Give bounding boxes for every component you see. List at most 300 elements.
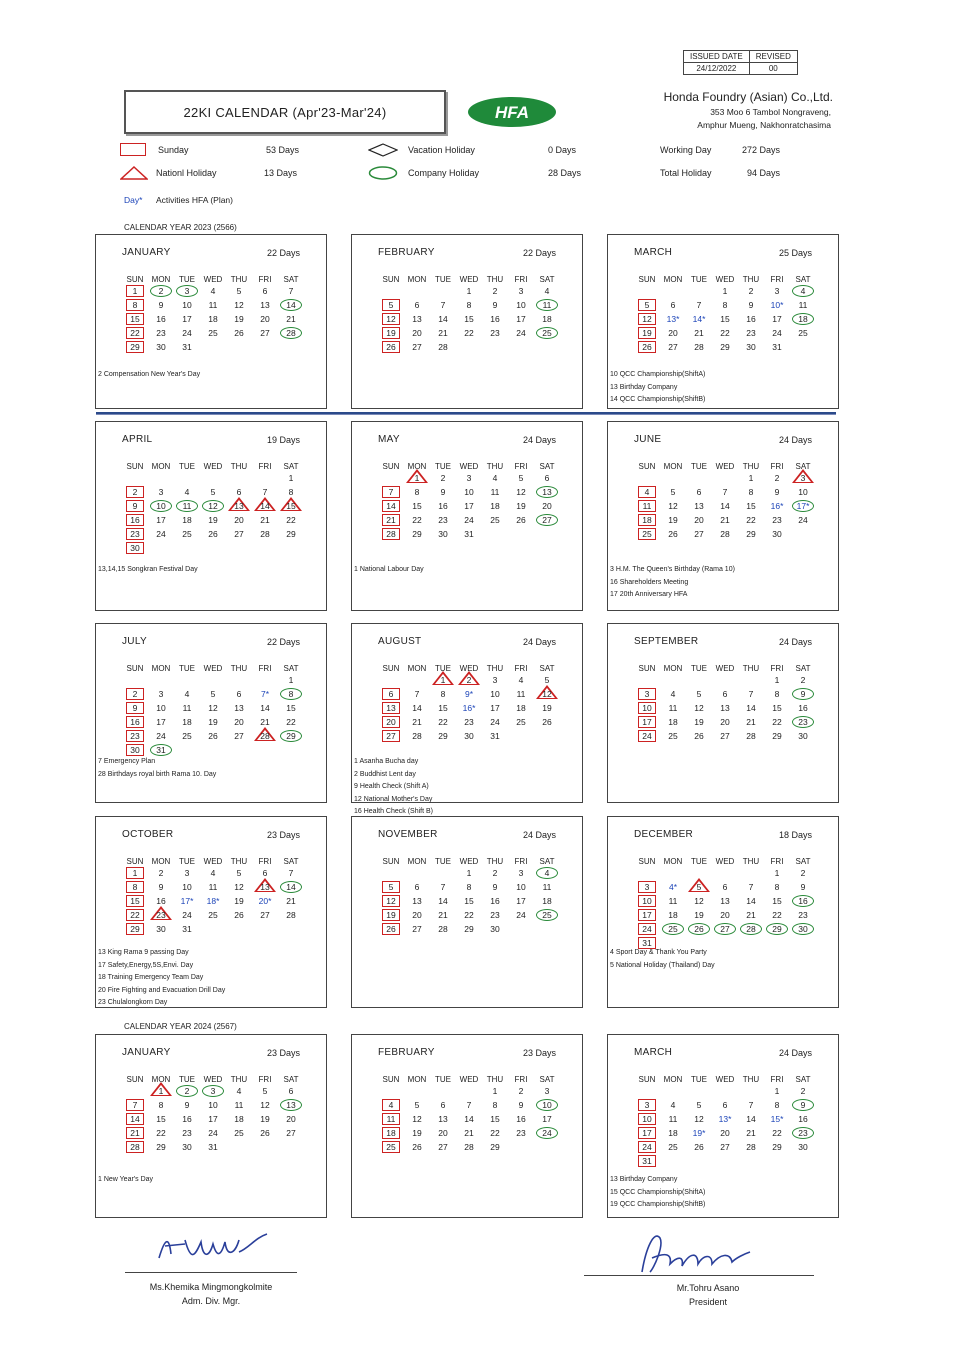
month-working-days: 24 Days: [778, 637, 812, 647]
day-cell: [456, 1084, 482, 1098]
week-row: [378, 880, 560, 894]
day-cell: 20: [694, 515, 704, 525]
month-name: AUGUST: [378, 636, 422, 647]
day-cell: 3: [518, 868, 524, 878]
day-cell: 11: [208, 882, 218, 892]
week-row: [634, 922, 816, 936]
day-cell: [660, 284, 686, 298]
day-cell: 30: [122, 743, 148, 757]
day-cell: 24: [156, 529, 166, 539]
day-cell: 11: [668, 1114, 678, 1124]
day-cell: 8: [158, 1100, 164, 1110]
day-cell: 6: [440, 1100, 446, 1110]
day-cell: 5: [696, 689, 702, 699]
day-cell: 26: [234, 328, 244, 338]
day-cell: [200, 673, 226, 687]
revised-value: 00: [749, 63, 797, 75]
holiday-note: 1 Asanha Bucha day: [354, 758, 419, 765]
day-cell: 3: [466, 473, 472, 483]
month-name: JULY: [122, 636, 147, 647]
week-row: [122, 743, 304, 757]
weekday-label: SUN: [382, 857, 400, 866]
day-cell: 29: [286, 529, 296, 539]
right-signature-line: [584, 1275, 814, 1276]
day-cell: 11: [234, 1100, 244, 1110]
holiday-note: 18 Training Emergency Team Day: [98, 974, 204, 981]
day-cell: 17: [516, 314, 526, 324]
day-cell: [686, 1084, 712, 1098]
day-cell: [712, 866, 738, 880]
day-cell: 23: [438, 515, 448, 525]
day-cell: 6: [670, 300, 676, 310]
week-row: [378, 1126, 560, 1140]
day-cell: 22: [490, 1128, 500, 1138]
day-cell: 1: [748, 473, 754, 483]
weekday-label: THU: [486, 1075, 504, 1084]
day-cell: 27: [286, 1128, 296, 1138]
day-cell: 16*: [770, 501, 784, 511]
day-cell: 22: [156, 1128, 166, 1138]
day-cell: 6: [722, 689, 728, 699]
weekday-label: SUN: [382, 664, 400, 673]
day-cell: [660, 471, 686, 485]
month-box: [95, 234, 327, 409]
day-cell: 31: [772, 342, 782, 352]
day-cell: 15*: [770, 1114, 784, 1124]
company-address-2: Amphur Mueng, Nakhonratchasima: [697, 120, 831, 130]
day-cell: 29: [122, 922, 148, 936]
week-row: [122, 866, 304, 880]
day-cell: 23: [122, 729, 148, 743]
day-cell: [200, 471, 226, 485]
week-row: [378, 326, 560, 340]
weekday-label: MON: [663, 1075, 683, 1084]
day-cell: 8: [748, 487, 754, 497]
day-cell: 25: [660, 922, 686, 936]
day-cell: 3: [774, 286, 780, 296]
week-row: [634, 1154, 816, 1168]
day-cell: 15: [720, 314, 730, 324]
week-row: [634, 908, 816, 922]
day-cell: 12: [234, 882, 244, 892]
day-cell: 25: [490, 515, 500, 525]
day-cell: 10*: [770, 300, 784, 310]
weekday-label: FRI: [258, 1075, 272, 1084]
day-cell: 26: [668, 529, 678, 539]
day-cell: 1: [492, 1086, 498, 1096]
day-cell: 26: [516, 515, 526, 525]
day-cell: 13: [720, 703, 730, 713]
day-cell: 8: [288, 487, 294, 497]
day-cell: [790, 527, 816, 541]
day-cell: [378, 471, 404, 485]
day-cell: 2: [518, 1086, 524, 1096]
day-cell: [430, 1084, 456, 1098]
month-notes: [610, 369, 705, 407]
legend-total: [660, 168, 780, 178]
weekday-label: THU: [486, 857, 504, 866]
day-cell: 16: [490, 314, 500, 324]
day-cell: 21: [378, 513, 404, 527]
day-cell: 29: [278, 729, 304, 743]
day-cell: 4: [210, 286, 216, 296]
day-cell: [712, 673, 738, 687]
day-cell: 18: [790, 312, 816, 326]
legend-working-days: 272 Days: [742, 145, 781, 155]
day-cell: 24: [634, 1140, 660, 1154]
day-cell: 28: [260, 529, 270, 539]
weekday-label: FRI: [770, 275, 784, 284]
day-cell: [634, 866, 660, 880]
holiday-note: 15 QCC Championship(ShiftA): [610, 1188, 706, 1196]
weekday-label: TUE: [691, 462, 707, 471]
weekday-label: SAT: [539, 857, 555, 866]
day-cell: 6: [722, 882, 728, 892]
day-cell: 27: [668, 342, 678, 352]
day-cell: 1: [404, 471, 430, 485]
day-cell: 9: [492, 882, 498, 892]
month-notes: [354, 756, 433, 819]
day-cell: 7: [288, 286, 294, 296]
day-cell: [148, 541, 174, 555]
day-cell: 5: [414, 1100, 420, 1110]
day-cell: 6: [236, 689, 242, 699]
holiday-note: 1 National Labour Day: [354, 566, 424, 573]
logo-text: HFA: [495, 103, 529, 122]
day-cell: [660, 673, 686, 687]
weekday-label: TUE: [179, 664, 195, 673]
day-cell: 27: [234, 529, 244, 539]
week-row: [122, 880, 304, 894]
week-row: [378, 471, 560, 485]
day-cell: [660, 1084, 686, 1098]
day-cell: [482, 527, 508, 541]
month-working-days: 22 Days: [266, 248, 300, 258]
day-cell: 21: [438, 910, 448, 920]
day-cell: 24: [490, 717, 500, 727]
day-cell: [226, 673, 252, 687]
day-cell: 7: [440, 300, 446, 310]
day-cell: 26: [234, 910, 244, 920]
month-notes: [610, 564, 735, 602]
day-cell: 25: [378, 1140, 404, 1154]
day-cell: 7: [122, 1098, 148, 1112]
day-cell: 27: [720, 1142, 730, 1152]
day-cell: 30: [156, 342, 166, 352]
weekday-label: MON: [407, 1075, 427, 1084]
legend-sunday: [120, 143, 299, 156]
day-cell: 6: [378, 687, 404, 701]
day-cell: [226, 922, 252, 936]
issue-box: [683, 50, 798, 75]
weekday-label: SUN: [126, 462, 144, 471]
day-cell: 31: [464, 529, 474, 539]
day-cell: [712, 471, 738, 485]
day-cell: 11: [534, 298, 560, 312]
day-cell: 14: [746, 703, 756, 713]
day-cell: 29: [772, 731, 782, 741]
holiday-note: 17 Safety,Energy,5S,Envi. Day: [98, 961, 194, 969]
day-cell: 19: [694, 717, 704, 727]
day-cell: 30: [156, 924, 166, 934]
day-cell: 20: [720, 717, 730, 727]
day-cell: 5: [210, 689, 216, 699]
day-cell: 25: [634, 527, 660, 541]
day-cell: [378, 1084, 404, 1098]
month-box: [607, 623, 839, 803]
day-cell: 9: [122, 701, 148, 715]
left-signature-line: [125, 1272, 297, 1273]
weekday-label: WED: [203, 275, 223, 284]
day-cell: 5: [378, 880, 404, 894]
weekday-label: THU: [230, 857, 248, 866]
day-cell: 20: [668, 328, 678, 338]
day-cell: [278, 541, 304, 555]
day-cell: 4: [184, 689, 190, 699]
day-cell: 10: [182, 882, 192, 892]
day-cell: [252, 340, 278, 354]
month-grid: [634, 857, 816, 950]
day-cell: 18: [182, 515, 192, 525]
day-cell: 30: [746, 342, 756, 352]
week-row: [122, 687, 304, 701]
day-cell: [508, 340, 534, 354]
day-cell: 21: [286, 896, 296, 906]
day-cell: 24: [516, 328, 526, 338]
day-cell: [226, 471, 252, 485]
day-cell: 17: [490, 703, 500, 713]
day-cell: 12: [694, 896, 704, 906]
day-cell: 24: [516, 910, 526, 920]
week-row: [378, 894, 560, 908]
weekday-label: TUE: [435, 1075, 451, 1084]
day-cell: 28: [122, 1140, 148, 1154]
legend-national: [120, 166, 297, 180]
month-grid: [634, 462, 816, 541]
day-cell: 14: [438, 896, 448, 906]
week-row: [634, 729, 816, 743]
week-row: [122, 922, 304, 936]
day-cell: 22: [122, 908, 148, 922]
day-cell: 17*: [180, 896, 194, 906]
day-cell: 19: [634, 326, 660, 340]
weekday-label: MON: [407, 462, 427, 471]
day-cell: [174, 673, 200, 687]
legend-working-label: Working Day: [660, 145, 712, 155]
day-cell: 28: [378, 527, 404, 541]
day-cell: 26: [208, 529, 218, 539]
weekday-label: TUE: [691, 275, 707, 284]
week-row: [378, 298, 560, 312]
day-cell: 19: [234, 314, 244, 324]
revised-label: REVISED: [749, 51, 797, 63]
day-cell: 20: [378, 715, 404, 729]
month-name: FEBRUARY: [378, 247, 435, 258]
holiday-note: 13,14,15 Songkran Festival Day: [98, 566, 198, 573]
day-cell: 1: [148, 1084, 174, 1098]
week-row: [634, 1098, 816, 1112]
month-working-days: 23 Days: [522, 1048, 556, 1058]
day-cell: [200, 340, 226, 354]
weekday-label: TUE: [435, 275, 451, 284]
day-cell: 3: [518, 286, 524, 296]
legend-total-label: Total Holiday: [660, 168, 712, 178]
day-cell: 31: [208, 1142, 218, 1152]
issue-date-value: 24/12/2022: [684, 63, 750, 75]
day-cell: 15: [278, 499, 304, 513]
day-cell: 26: [378, 340, 404, 354]
day-cell: 13: [438, 1114, 448, 1124]
week-row: [634, 471, 816, 485]
day-cell: 14: [278, 880, 304, 894]
weekday-label: TUE: [691, 664, 707, 673]
day-cell: 22: [772, 717, 782, 727]
day-cell: 21: [720, 515, 730, 525]
month-box: [351, 421, 583, 611]
weekday-label: TUE: [179, 275, 195, 284]
day-cell: 18: [634, 513, 660, 527]
day-cell: 28: [738, 922, 764, 936]
legend-company-label: Company Holiday: [408, 168, 480, 178]
day-cell: 24: [208, 1128, 218, 1138]
day-cell: 12: [694, 1114, 704, 1124]
day-cell: 22: [746, 515, 756, 525]
left-signature-icon: [155, 1228, 275, 1268]
week-row: [378, 673, 560, 687]
day-cell: 20: [438, 1128, 448, 1138]
weekday-label: MON: [663, 462, 683, 471]
day-cell: 16: [798, 703, 808, 713]
day-cell: 8: [774, 689, 780, 699]
day-cell: 8: [774, 882, 780, 892]
day-cell: [686, 673, 712, 687]
day-cell: 17: [516, 896, 526, 906]
left-signer-title: Adm. Div. Mgr.: [181, 1296, 241, 1306]
weekday-label: THU: [486, 275, 504, 284]
week-row: [378, 340, 560, 354]
month-working-days: 24 Days: [522, 830, 556, 840]
day-cell: 4: [670, 689, 676, 699]
day-cell: 26: [634, 340, 660, 354]
day-cell: [252, 922, 278, 936]
weekday-label: WED: [203, 462, 223, 471]
day-cell: 24: [182, 328, 192, 338]
day-cell: [174, 541, 200, 555]
weekday-label: SAT: [795, 1075, 811, 1084]
day-cell: 25: [208, 328, 218, 338]
legend-activity: [124, 195, 233, 205]
day-cell: 27: [412, 924, 422, 934]
month-grid: [122, 664, 304, 757]
day-cell: 19: [516, 501, 526, 511]
day-cell: 13: [534, 485, 560, 499]
month-notes: [98, 1174, 153, 1187]
day-cell: 2: [122, 485, 148, 499]
day-cell: 1: [774, 1086, 780, 1096]
month-name: MARCH: [634, 1047, 673, 1058]
legend-national-days: 13 Days: [264, 168, 298, 178]
day-cell: [174, 471, 200, 485]
week-row: [122, 499, 304, 513]
day-cell: 28: [278, 326, 304, 340]
day-cell: 12: [668, 501, 678, 511]
day-cell: 22: [122, 326, 148, 340]
day-cell: 28: [746, 1142, 756, 1152]
day-cell: 12: [200, 499, 226, 513]
day-cell: 10: [798, 487, 808, 497]
weekday-label: WED: [459, 462, 479, 471]
weekday-label: THU: [230, 1075, 248, 1084]
day-cell: 20: [720, 1128, 730, 1138]
weekday-label: FRI: [514, 857, 528, 866]
week-row: [634, 894, 816, 908]
day-cell: 2: [456, 673, 482, 687]
day-cell: [456, 340, 482, 354]
week-row: [122, 527, 304, 541]
day-cell: 15: [772, 703, 782, 713]
day-cell: 23: [122, 527, 148, 541]
day-cell: 16: [156, 314, 166, 324]
day-cell: 25: [234, 1128, 244, 1138]
day-cell: 20: [260, 314, 270, 324]
day-cell: 7: [748, 882, 754, 892]
day-cell: 29: [764, 922, 790, 936]
week-row: [634, 1140, 816, 1154]
week-row: [634, 1084, 816, 1098]
month-name: FEBRUARY: [378, 1047, 435, 1058]
day-cell: 16: [122, 715, 148, 729]
day-cell: [534, 729, 560, 743]
day-cell: 20: [412, 328, 422, 338]
week-row: [378, 1140, 560, 1154]
day-cell: 9: [790, 1098, 816, 1112]
day-cell: [226, 1140, 252, 1154]
day-cell: 23: [490, 328, 500, 338]
day-cell: 29: [464, 924, 474, 934]
day-cell: 24: [634, 922, 660, 936]
month-box: [351, 1034, 583, 1218]
day-cell: 10: [534, 1098, 560, 1112]
weekday-label: WED: [203, 664, 223, 673]
day-cell: 16: [516, 1114, 526, 1124]
calendar-title: [124, 90, 446, 134]
day-cell: 9: [774, 487, 780, 497]
day-cell: 3: [158, 487, 164, 497]
day-cell: 18: [490, 501, 500, 511]
weekday-label: FRI: [258, 275, 272, 284]
day-cell: 21: [412, 717, 422, 727]
day-cell: 5: [378, 298, 404, 312]
day-cell: 15: [464, 896, 474, 906]
day-cell: [252, 471, 278, 485]
day-cell: 14: [252, 499, 278, 513]
day-cell: 25: [182, 731, 192, 741]
day-cell: 27: [412, 342, 422, 352]
month-grid: [122, 275, 304, 354]
month-grid: [378, 664, 560, 743]
day-cell: 2: [800, 1086, 806, 1096]
month-name: SEPTEMBER: [634, 636, 699, 647]
day-cell: 3: [544, 1086, 550, 1096]
week-row: [122, 298, 304, 312]
day-cell: 27: [694, 529, 704, 539]
weekday-label: FRI: [258, 857, 272, 866]
day-cell: 30: [790, 922, 816, 936]
day-cell: 27: [712, 922, 738, 936]
day-cell: 7: [748, 689, 754, 699]
weekday-label: TUE: [691, 1075, 707, 1084]
weekday-label: MON: [663, 664, 683, 673]
